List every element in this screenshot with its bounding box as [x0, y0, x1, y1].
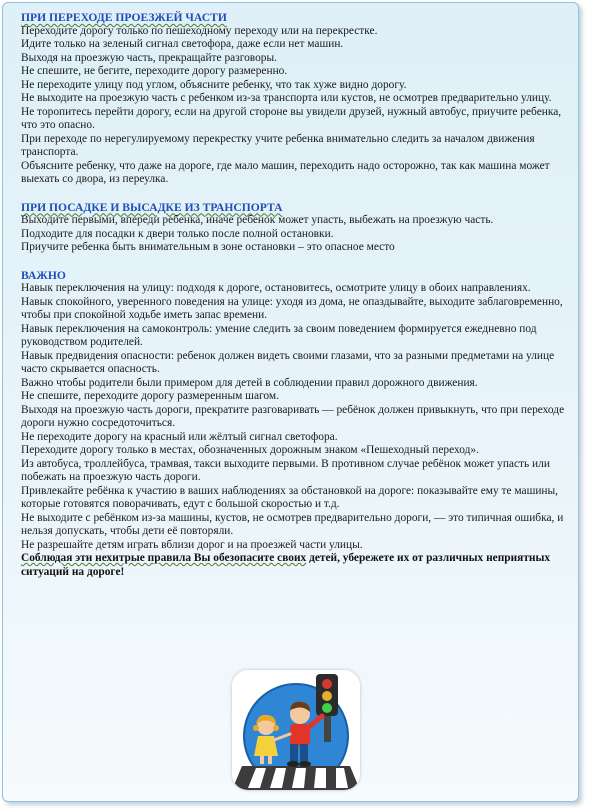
rule-line: Выходя на проезжую часть, прекращайте разговоры.: [21, 51, 277, 64]
section-important-rules: [21, 282, 576, 552]
rule-line: Не выходите с ребёнком из-за машины, кустов, не осмотрев предварительно дороги, — это типичная ошибка, и нельзя допускать, чтобы дети её повторяли.: [21, 511, 564, 537]
rule-line: Не разрешайте детям играть вблизи дорог и на проезжей части улицы.: [21, 538, 363, 551]
rule-line: Навык переключения на самоконтроль: умение следить за своим поведением формируется ежедневно под руководством родителей.: [21, 322, 537, 348]
section-heading-important: ВАЖНО: [21, 268, 66, 282]
rule-line: Приучите ребенка быть внимательным в зоне остановки – это опасное место: [21, 241, 395, 253]
rule-line: Навык спокойного, уверенного поведения на улице: уходя из дома, не опаздывайте, выходите заблаговременно, чтобы при спокойной ходьбе иметь запас времени.: [21, 295, 563, 321]
rule-line: Объясните ребенку, что даже на дороге, где мало машин, переходить надо осторожно, так как машина может выехать со двора, из переулка.: [21, 159, 550, 185]
spacer: [21, 187, 576, 201]
rule-line: Навык переключения на улицу: подходя к дороге, остановитесь, осмотрите улицу в обоих направлениях.: [21, 282, 531, 294]
section-crossing-rules: [21, 25, 576, 187]
section-heading-crossing: ПРИ ПЕРЕХОДЕ ПРОЕЗЖЕЙ ЧАСТИ: [21, 11, 227, 24]
section-transport-rules: [21, 214, 576, 255]
illustration-svg: [232, 670, 360, 790]
rule-line: Из автобуса, троллейбуса, трамвая, такси выходите первыми. В противном случае ребёнок может упасть или побежать на проезжую часть дороги.: [21, 457, 550, 483]
rule-line: Выходите первыми, впереди ребенка, иначе ребенок может упасть, выбежать на проезжую часть.: [21, 214, 494, 226]
rule-line: Не спешите, переходите дорогу размеренным шагом.: [21, 390, 279, 402]
rule-line: При переходе по нерегулируемому перекрестку учите ребенка внимательно следить за началом движения транспорта.: [21, 132, 535, 158]
rule-line: Не торопитесь перейти дорогу, если на другой стороне вы увидели друзей, нужный автобус, приучите ребенка, что это опасно.: [21, 105, 562, 131]
children-crossing-road-traffic-light-icon: [232, 670, 360, 790]
final-statement-underlined: Соблюдая эти нехитрые правила Вы обезопасите своих: [21, 552, 307, 564]
rule-line: Не выходите на проезжую часть с ребенком из-за транспорта или кустов, не осмотрев предварительно улицу.: [21, 92, 552, 104]
rule-line: Привлекайте ребёнка к участию в ваших наблюдениях за обстановкой на дороге: показывайте ему те машины, которые готовятся поворачивать, едут с большой скоростью и т.д.: [21, 484, 559, 510]
rule-line: Подходите для посадки к двери только после полной остановки.: [21, 227, 334, 240]
page-frame: [2, 2, 579, 802]
spacer: [21, 255, 576, 269]
rule-line: Идите только на зеленый сигнал светофора, даже если нет машин.: [21, 38, 344, 50]
rule-line: Выходя на проезжую часть дороги, прекратите разговаривать — ребёнок должен привыкнуть, что при переходе дороги нужно сосредоточиться.: [21, 403, 565, 429]
rule-line: Не спешите, не бегите, переходите дорогу размеренно.: [21, 65, 288, 77]
rule-line: Не переходите дорогу на красный или жёлтый сигнал светофора.: [21, 430, 338, 443]
final-statement-rest: детей, убережете их от различных неприятных ситуаций на дороге!: [21, 552, 551, 578]
section-heading-transport: ПРИ ПОСАДКЕ И ВЫСАДКЕ ИЗ ТРАНСПОРТА: [21, 200, 283, 214]
rule-line: Навык предвидения опасности: ребенок должен видеть своими глазами, что за разными предметами на улице часто скрывается опасность.: [21, 349, 555, 375]
rule-line: Важно чтобы родители были примером для детей в соблюдении правил дорожного движения.: [21, 376, 478, 389]
rule-line: Переходите дорогу только в местах, обозначенных дорожным знаком «Пешеходный переход».: [21, 444, 479, 456]
final-statement: [21, 552, 576, 579]
rule-line: Переходите дорогу только по пешеходному переходу или на перекрестке.: [21, 24, 378, 37]
rule-line: Не переходите улицу под углом, объясните ребенку, что так хуже видно дорогу.: [21, 78, 407, 91]
document-content: [21, 11, 576, 579]
